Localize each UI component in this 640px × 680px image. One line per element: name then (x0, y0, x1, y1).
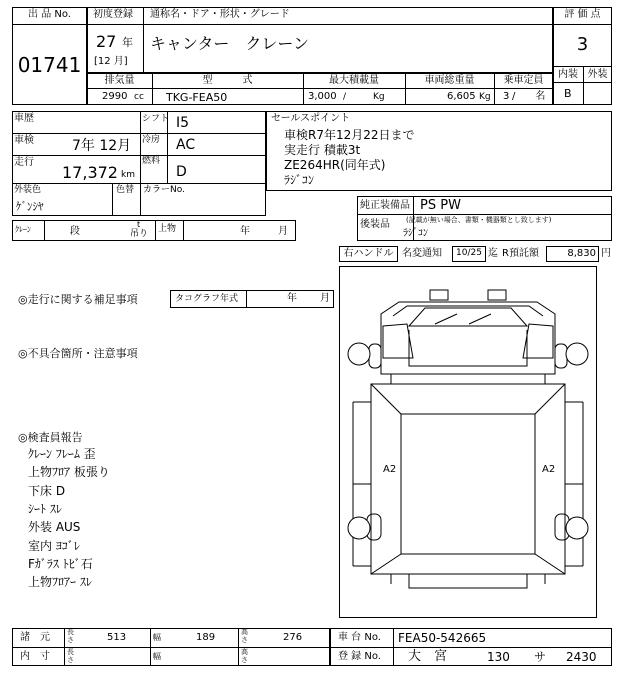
model-label: 型 式 (202, 75, 253, 86)
width-value: 189 (196, 632, 216, 643)
car-name: キャンター クレーン (150, 34, 310, 53)
fuel-value: D (176, 164, 187, 180)
colorno-label: カラーNo. (143, 185, 185, 195)
inspector-line: 外装 AUS (28, 520, 81, 534)
score-value: 3 (576, 34, 589, 55)
displacement-unit: cc (134, 92, 144, 102)
lot-number: 01741 (17, 53, 82, 77)
genuine-label: 純正装備品 (360, 200, 410, 211)
plate-class: 130 (487, 650, 510, 664)
aftermarket-label: 後装品 (360, 219, 390, 230)
displacement-value: 2990 (102, 91, 128, 102)
ac-label: 冷房 (142, 135, 161, 145)
height-value: 276 (283, 632, 303, 643)
reg-year: 27 (96, 32, 117, 51)
exterior-label: 外装 (587, 69, 608, 80)
capacity-value: 3 (503, 91, 510, 102)
inner-dims-label: 内 寸 (20, 651, 50, 662)
load-label: 最大積載量 (329, 75, 379, 86)
weight-value: 6,605 (447, 91, 476, 102)
name-change-label: 名変通知 (402, 248, 442, 259)
crane-row (12, 220, 296, 241)
recycle-label: R預託額 (502, 248, 539, 259)
tacho-month: 月 (320, 293, 330, 304)
length-label: 長さ (67, 628, 74, 644)
color-change-label: 色替 (116, 185, 135, 195)
inspector-report-label: ◎検査員報告 (18, 431, 83, 444)
sales-points-label: セールスポイント (271, 113, 351, 124)
capacity-label: 乗車定員 (503, 75, 544, 86)
width-label: 幅 (153, 633, 161, 642)
details-box (12, 111, 266, 216)
crane-label: ｸﾚｰﾝ (15, 225, 31, 234)
plate-kana: サ (534, 650, 547, 664)
aftermarket-note: (記載が無い場合、書類・機器類とし致します) (406, 216, 552, 224)
inspector-line: 室内 ﾖｺﾞﾚ (28, 539, 80, 553)
name-label: 通称名・ドア・形状・グレード (150, 9, 290, 20)
weight-label: 車両総重量 (424, 75, 475, 86)
width-label-inner: 幅 (153, 652, 161, 661)
shift-value: I5 (176, 115, 190, 131)
height-label-inner: 高さ (241, 648, 248, 664)
chassis-label: 車 台 No. (338, 632, 381, 643)
color-value: ｹﾞﾝｼﾔ (16, 200, 44, 213)
diagram-mark-right: A2 (542, 464, 556, 475)
mileage-unit: km (121, 170, 135, 180)
inspector-line: ｸﾚｰﾝ ﾌﾚｰﾑ 歪 (28, 447, 96, 461)
shaken-label: 車検 (14, 135, 34, 146)
inspector-line: 下床 D (28, 484, 66, 498)
mileage-value: 17,372 (62, 163, 118, 182)
lot-label: 出 品 No. (28, 9, 71, 20)
interior-label: 内装 (558, 69, 578, 80)
length-value: 513 (107, 632, 127, 643)
inspector-line: ｼｰﾄ ｽﾚ (28, 502, 62, 516)
displacement-label: 排気量 (104, 75, 135, 86)
chassis-value: FEA50-542665 (398, 631, 487, 645)
aftermarket-value: ﾗｼﾞｺﾝ (403, 228, 428, 239)
driving-notes-label: ◎走行に関する補足事項 (18, 293, 138, 306)
year-unit: 年 (122, 36, 133, 49)
upper-label: 上物 (158, 224, 177, 234)
plate-area: 大 宮 (408, 649, 448, 664)
tacho-label: タコグラフ年式 (175, 294, 239, 304)
dims-label: 諸 元 (20, 632, 50, 643)
plate-label: 登 録 No. (338, 651, 381, 662)
history-label: 車歴 (14, 113, 34, 124)
inspector-line: 上物ﾌﾛｱｰ ｽﾚ (28, 575, 92, 589)
crane-stage: 段 (70, 226, 80, 237)
load-value: 3,000 (308, 91, 337, 102)
tacho-year: 年 (287, 293, 297, 304)
crane-tsuri: 吊り (130, 229, 149, 239)
model-value: TKG-FEA50 (166, 91, 228, 104)
interior-score: B (564, 87, 572, 100)
sales-point-line: 車検R7年12月22日まで (284, 128, 415, 142)
capacity-unit: / 名 (512, 91, 546, 102)
truck-diagram-icon (339, 266, 597, 618)
inspector-line: Fｶﾞﾗｽ ﾄﾋﾞ石 (28, 557, 93, 571)
sales-point-line: ﾗｼﾞｺﾝ (284, 173, 315, 187)
sales-point-line: 実走行 積載3t (284, 143, 361, 157)
upper-year: 年 (240, 226, 250, 237)
recycle-mark: 迄 (488, 248, 498, 259)
inspector-line: 上物ﾌﾛｱ 板張り (28, 465, 110, 479)
score-label: 評 価 点 (564, 9, 601, 20)
defect-notes-label: ◎不具合箇所・注意事項 (18, 347, 138, 360)
length-label-inner: 長さ (67, 648, 74, 664)
weight-unit: Kg (479, 92, 491, 102)
color-label: 外装色 (14, 185, 42, 195)
mileage-label: 走行 (14, 157, 34, 168)
plate-number: 2430 (566, 650, 597, 664)
shift-label: シフト (142, 114, 170, 124)
reg-month: [12 月] (94, 56, 128, 67)
fuel-label: 燃料 (142, 156, 161, 166)
upper-month: 月 (278, 226, 288, 237)
ac-value: AC (176, 137, 196, 153)
shaken-value: 7年 12月 (72, 138, 132, 154)
sales-point-line: ZE264HR(同年式) (284, 158, 386, 172)
genuine-value: PS PW (420, 198, 461, 213)
recycle-value: 8,830 (567, 248, 596, 259)
height-label: 高さ (241, 628, 248, 644)
recycle-unit: 円 (601, 248, 611, 259)
load-unit: / Kg (343, 92, 385, 102)
reg-label: 初度登録 (93, 9, 133, 20)
handle-value: 右ハンドル (343, 248, 394, 259)
diagram-mark-left: A2 (383, 464, 397, 475)
crane-t: t (137, 220, 141, 229)
name-change-value: 10/25 (456, 248, 482, 258)
